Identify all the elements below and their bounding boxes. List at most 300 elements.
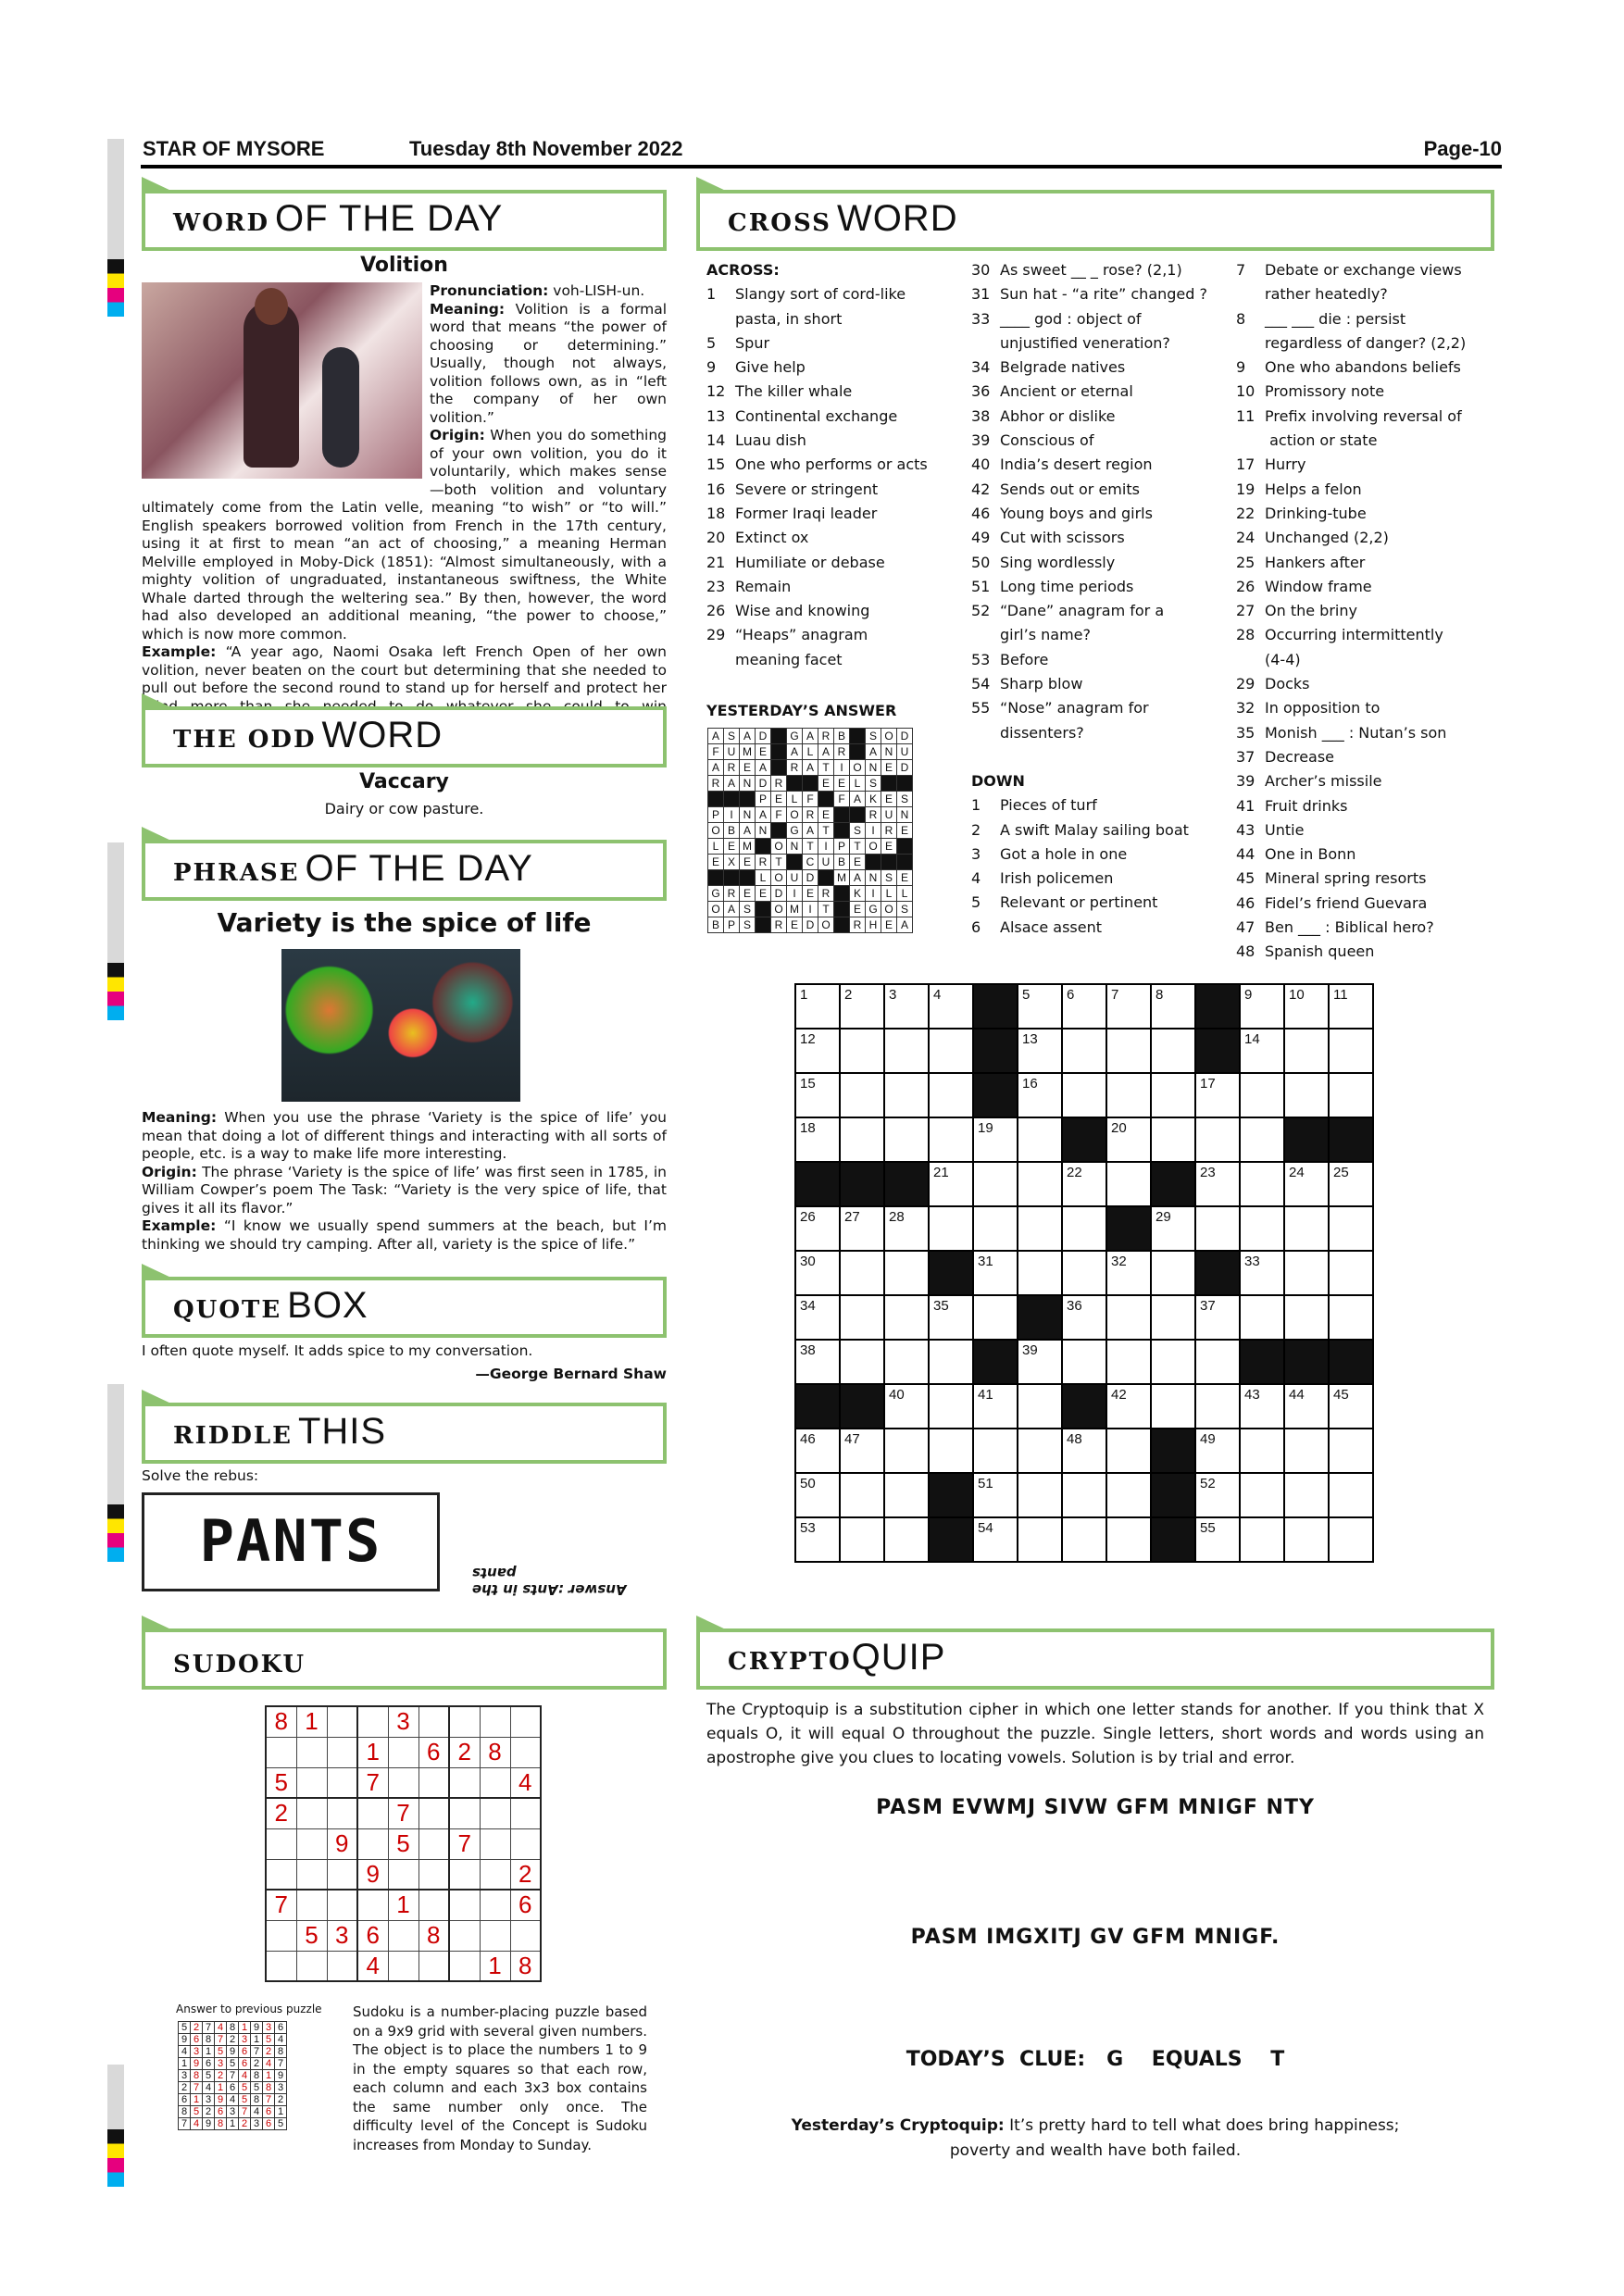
sudoku-cell[interactable]: 5 [296,1920,327,1951]
crossword-cell[interactable]: 37 [1195,1295,1240,1340]
crossword-cell[interactable]: 40 [884,1384,929,1429]
crossword-cell[interactable]: 34 [795,1295,840,1340]
crossword-cell[interactable] [1018,1251,1062,1295]
crossword-cell[interactable] [929,1029,973,1073]
cryptoquip-clue: TODAY’S CLUE: G EQUALS T [906,2048,1285,2071]
crossword-cell[interactable] [884,1117,929,1162]
crossword-cell[interactable]: 38 [795,1340,840,1384]
crossword-cell[interactable] [1062,1029,1106,1073]
sudoku-cell[interactable]: 4 [357,1951,388,1981]
sudoku-cell[interactable] [266,1737,296,1767]
clue-item: 2 A swift Malay sailing boat [971,820,1189,839]
answer-cell: T [850,839,866,855]
crossword-cell[interactable] [1195,1206,1240,1251]
sudoku-cell[interactable] [418,1706,449,1737]
sudoku-cell[interactable] [296,1767,327,1798]
crossword-cell[interactable] [1240,1117,1284,1162]
crossword-cell[interactable] [1018,1517,1062,1562]
sudoku-cell[interactable]: 5 [388,1828,418,1859]
crossword-cell[interactable]: 49 [1195,1429,1240,1473]
sudoku-cell[interactable]: 1 [388,1890,418,1920]
clue-item: 19 Helps a felon [1236,480,1362,498]
clue-item: 39 Archer’s missile [1236,772,1382,791]
crossword-cell[interactable] [1106,1073,1151,1117]
crossword-cell[interactable]: 33 [1240,1251,1284,1295]
answer-cell: 4 [191,2118,203,2130]
crossword-cell[interactable]: 6 [1062,984,1106,1029]
sudoku-cell[interactable]: 1 [357,1737,388,1767]
sudoku-cell[interactable] [388,1859,418,1890]
crossword-cell[interactable]: 24 [1284,1162,1329,1206]
answer-cell: E [740,886,756,902]
crossword-cell[interactable] [1151,1251,1195,1295]
crossword-cell[interactable]: 10 [1284,984,1329,1029]
crossword-cell [973,1340,1018,1384]
crossword-cell[interactable]: 12 [795,1029,840,1073]
crossword-cell[interactable] [1195,1340,1240,1384]
crossword-cell[interactable] [1240,1429,1284,1473]
sudoku-cell[interactable] [327,1798,357,1828]
sudoku-cell[interactable] [357,1890,388,1920]
odd-word: Vaccary [359,770,449,793]
answer-cell: 7 [191,2082,203,2094]
answer-cell: X [724,855,740,870]
crossword-cell[interactable] [1329,1295,1373,1340]
crossword-cell[interactable] [1329,1251,1373,1295]
sudoku-cell[interactable] [388,1767,418,1798]
crossword-cell[interactable] [1284,1295,1329,1340]
crossword-cell[interactable] [1284,1073,1329,1117]
sudoku-cell[interactable] [296,1890,327,1920]
crossword-cell[interactable]: 19 [973,1117,1018,1162]
crossword-cell[interactable]: 30 [795,1251,840,1295]
sudoku-cell[interactable] [449,1859,480,1890]
clue-item: 31 Sun hat - “a rite” changed ? [971,285,1207,304]
sudoku-cell[interactable]: 5 [266,1767,296,1798]
crossword-cell[interactable]: 45 [1329,1384,1373,1429]
crossword-cell[interactable] [1329,1473,1373,1517]
sudoku-cell[interactable]: 1 [296,1706,327,1737]
crossword-cell[interactable] [973,1295,1018,1340]
answer-cell: 9 [203,2118,215,2130]
crossword-cell[interactable] [884,1295,929,1340]
crossword-cell[interactable] [1240,1162,1284,1206]
crossword-cell[interactable]: 11 [1329,984,1373,1029]
crossword-cell[interactable]: 32 [1106,1251,1151,1295]
sudoku-cell[interactable] [449,1767,480,1798]
crossword-cell[interactable]: 52 [1195,1473,1240,1517]
crossword-cell[interactable]: 4 [929,984,973,1029]
answer-cell: 2 [215,2070,227,2082]
answer-cell: T [818,760,834,776]
sudoku-cell[interactable] [296,1737,327,1767]
sudoku-cell[interactable] [510,1828,541,1859]
crossword-cell[interactable]: 29 [1151,1206,1195,1251]
crossword-cell[interactable] [929,1384,973,1429]
answer-cell: D [756,776,771,792]
clue-item: 5 Spur [706,333,770,352]
sudoku-cell[interactable] [480,1890,510,1920]
sudoku-cell[interactable] [449,1798,480,1828]
crossword-cell[interactable]: 5 [1018,984,1062,1029]
sudoku-cell[interactable]: 6 [418,1737,449,1767]
crossword-cell[interactable]: 41 [973,1384,1018,1429]
crossword-cell[interactable] [1106,1295,1151,1340]
crossword-cell[interactable] [1284,1206,1329,1251]
crossword-cell[interactable] [1151,1117,1195,1162]
word-of-day-body: Pronunciation: voh-LISH-un. Meaning: Volition is a formal word that means “the power of choosing or determining.” Usually, though not always, volition follows own, as in “left the company of her own volition.” Origin: When you do something of your own volition, you do it voluntarily, which makes sense—both volition and voluntary ultimately come from the Latin velle, meaning “to wish” or “to will.” English speakers borrowed volition from French in the 17th century, using it at first to mean “an act of choosing,” a meaning Herman Melville employed in Moby-Dick (1851): “Almost simultaneously, with a mighty volition of ungraduated, instantaneous swiftness, the White Whale darted through the weltering sea.” By then, however, the word had also developed an additional meaning, “the power to choose,” which is now more common. Example: “A year ago, Naomi Osaka left French Open of her own volition, never beaten on the court but determining that she needed to pull out before the second round to stand up for herself and protect her [142,282,667,696]
answer-cell: B [708,917,724,933]
crossword-cell[interactable] [1329,1029,1373,1073]
crossword-cell[interactable]: 36 [1062,1295,1106,1340]
answer-cell: E [803,886,818,902]
crossword-cell[interactable] [1151,1029,1195,1073]
crossword-cell[interactable]: 25 [1329,1162,1373,1206]
crossword-cell[interactable]: 55 [1195,1517,1240,1562]
sudoku-cell[interactable] [296,1798,327,1828]
sudoku-cell[interactable] [327,1859,357,1890]
answer-cell: 4 [227,2094,239,2106]
sudoku-cell[interactable] [480,1920,510,1951]
sudoku-cell[interactable] [357,1798,388,1828]
crossword-cell[interactable]: 43 [1240,1384,1284,1429]
color-register-mark [107,1504,124,1562]
sudoku-cell[interactable]: 9 [357,1859,388,1890]
sudoku-cell[interactable] [296,1859,327,1890]
answer-cell: A [897,917,913,933]
sudoku-cell[interactable]: 2 [449,1737,480,1767]
crossword-cell[interactable] [1018,1162,1062,1206]
sudoku-cell[interactable] [480,1828,510,1859]
answer-cell: L [881,886,897,902]
crossword-cell [1284,1340,1329,1384]
clue-item: 6 Alsace assent [971,917,1102,936]
crossword-cell[interactable] [1062,1073,1106,1117]
crossword-cell[interactable] [1151,1340,1195,1384]
crossword-cell[interactable] [1151,1073,1195,1117]
answer-cell: A [724,902,740,917]
answer-cell: M [740,839,756,855]
sudoku-cell[interactable]: 2 [266,1798,296,1828]
crossword-cell[interactable] [929,1206,973,1251]
sudoku-cell[interactable] [357,1706,388,1737]
crossword-cell[interactable] [1106,1473,1151,1517]
sudoku-cell[interactable] [327,1706,357,1737]
crossword-cell[interactable]: 22 [1062,1162,1106,1206]
word-of-day-title-box: WORD OF THE DAY [142,190,667,251]
crossword-cell[interactable] [1195,1117,1240,1162]
answer-cell: O [850,760,866,776]
crossword-cell[interactable]: 15 [795,1073,840,1117]
crossword-grid[interactable] [794,983,1374,1563]
sudoku-cell[interactable] [449,1890,480,1920]
answer-cell: B [834,855,850,870]
answer-cell: I [818,839,834,855]
answer-cell: E [881,760,897,776]
answer-cell: L [897,886,913,902]
sudoku-cell[interactable] [480,1798,510,1828]
word-of-day: Volition [360,254,448,277]
clue-item: 36 Ancient or eternal [971,382,1133,401]
sudoku-cell[interactable] [266,1859,296,1890]
crossword-cell[interactable] [1329,1429,1373,1473]
sudoku-grid[interactable] [265,1705,542,1982]
answer-cell: R [708,776,724,792]
sudoku-cell[interactable] [266,1828,296,1859]
answer-cell: 3 [227,2106,239,2118]
sudoku-cell[interactable]: 8 [480,1737,510,1767]
sudoku-cell[interactable] [388,1920,418,1951]
rebus-box: PANTS [142,1492,440,1591]
sudoku-cell[interactable]: 8 [266,1706,296,1737]
answer-cell: I [724,807,740,823]
margin-strip [107,842,124,963]
crossword-cell[interactable]: 44 [1284,1384,1329,1429]
sudoku-cell[interactable] [510,1706,541,1737]
crossword-cell[interactable] [1284,1517,1329,1562]
answer-cell: D [897,729,913,744]
crossword-cell [1195,984,1240,1029]
sudoku-cell[interactable]: 8 [418,1920,449,1951]
crossword-cell[interactable] [1106,1029,1151,1073]
clue-item: 54 Sharp blow [971,675,1083,693]
sudoku-cell[interactable]: 7 [388,1798,418,1828]
sudoku-cell[interactable] [418,1798,449,1828]
crossword-cell [1106,1206,1151,1251]
clue-item: 1 Slangy sort of cord-like [706,285,906,304]
crossword-cell[interactable] [929,1429,973,1473]
answer-cell: R [724,886,740,902]
sudoku-cell[interactable] [357,1828,388,1859]
answer-cell: L [850,776,866,792]
crossword-cell[interactable] [1062,1340,1106,1384]
sudoku-cell[interactable] [480,1767,510,1798]
answer-cell: O [787,807,803,823]
crossword-cell[interactable]: 35 [929,1295,973,1340]
crossword-cell[interactable] [1018,1473,1062,1517]
crossword-cell[interactable] [840,1073,884,1117]
crossword-cell[interactable] [1018,1117,1062,1162]
sudoku-cell[interactable] [418,1767,449,1798]
crossword-cell[interactable] [1284,1473,1329,1517]
answer-cell [897,855,913,870]
sudoku-cell[interactable] [296,1828,327,1859]
crossword-cell[interactable] [1329,1206,1373,1251]
sudoku-cell[interactable] [327,1951,357,1981]
clue-item: 26 Wise and knowing [706,602,870,620]
crossword-cell[interactable] [1018,1429,1062,1473]
crossword-cell[interactable] [1151,1384,1195,1429]
sudoku-cell[interactable]: 7 [266,1890,296,1920]
sudoku-cell[interactable]: 4 [510,1767,541,1798]
crossword-cell[interactable] [1062,1251,1106,1295]
sudoku-cell[interactable] [418,1951,449,1981]
answer-cell [818,792,834,807]
answer-cell: 6 [215,2106,227,2118]
crossword-cell[interactable]: 20 [1106,1117,1151,1162]
sudoku-cell[interactable] [480,1706,510,1737]
sudoku-cell[interactable] [480,1859,510,1890]
crossword-cell[interactable]: 48 [1062,1429,1106,1473]
phrase-of-day: Variety is the spice of life [217,907,592,938]
clue-item: (4-4) [1265,650,1301,668]
crossword-cell[interactable]: 13 [1018,1029,1062,1073]
crossword-cell[interactable] [1329,1073,1373,1117]
crossword-cell[interactable]: 7 [1106,984,1151,1029]
sudoku-cell[interactable] [388,1951,418,1981]
crossword-cell[interactable]: 16 [1018,1073,1062,1117]
answer-cell [897,839,913,855]
clue-item: 20 Extinct ox [706,529,809,547]
crossword-cell[interactable]: 27 [840,1206,884,1251]
crossword-cell [1151,1162,1195,1206]
crossword-cell[interactable] [1240,1295,1284,1340]
sudoku-cell[interactable]: 6 [510,1890,541,1920]
sudoku-cell[interactable] [266,1951,296,1981]
crossword-cell[interactable]: 46 [795,1429,840,1473]
sudoku-cell[interactable] [266,1920,296,1951]
crossword-cell[interactable] [1240,1206,1284,1251]
answer-cell: 7 [227,2070,239,2082]
answer-cell: 4 [179,2046,191,2058]
sudoku-cell[interactable] [510,1798,541,1828]
sudoku-cell[interactable] [510,1920,541,1951]
riddle-prompt: Solve the rebus: [142,1467,259,1484]
crossword-cell[interactable]: 1 [795,984,840,1029]
sudoku-cell[interactable] [296,1951,327,1981]
sudoku-cell[interactable] [418,1828,449,1859]
crossword-cell[interactable] [840,1251,884,1295]
crossword-cell[interactable] [884,1251,929,1295]
odd-word-meaning: Dairy or cow pasture. [324,800,484,817]
crossword-cell[interactable] [884,1029,929,1073]
sudoku-cell[interactable]: 3 [327,1920,357,1951]
crossword-cell[interactable] [1106,1429,1151,1473]
crossword-cell[interactable]: 53 [795,1517,840,1562]
crossword-cell[interactable] [929,1073,973,1117]
sudoku-cell[interactable]: 6 [357,1920,388,1951]
crossword-cell[interactable] [840,1340,884,1384]
crossword-cell[interactable] [973,1162,1018,1206]
crossword-cell[interactable] [1106,1517,1151,1562]
crossword-cell[interactable]: 23 [1195,1162,1240,1206]
crossword-cell[interactable] [1195,1384,1240,1429]
sudoku-cell[interactable] [449,1706,480,1737]
sudoku-cell[interactable]: 9 [327,1828,357,1859]
crossword-cell[interactable]: 31 [973,1251,1018,1295]
crossword-cell[interactable] [1018,1206,1062,1251]
clue-item: 43 Untie [1236,820,1305,839]
sudoku-cell[interactable]: 2 [510,1859,541,1890]
crossword-cell[interactable] [1240,1073,1284,1117]
crossword-cell[interactable] [884,1429,929,1473]
sudoku-cell[interactable] [327,1890,357,1920]
answer-cell [756,839,771,855]
answer-cell: 3 [215,2058,227,2070]
answer-cell: R [866,807,881,823]
sudoku-cell[interactable] [327,1767,357,1798]
crossword-cell[interactable] [929,1117,973,1162]
crossword-cell[interactable]: 54 [973,1517,1018,1562]
sudoku-cell[interactable] [327,1737,357,1767]
crossword-cell[interactable] [1018,1384,1062,1429]
crossword-cell[interactable] [1151,1295,1195,1340]
crossword-cell[interactable]: 39 [1018,1340,1062,1384]
crossword-cell[interactable] [1106,1340,1151,1384]
crossword-cell[interactable]: 28 [884,1206,929,1251]
crossword-cell[interactable] [1284,1029,1329,1073]
answer-cell: 3 [251,2118,263,2130]
crossword-cell[interactable] [1062,1473,1106,1517]
answer-cell: C [803,855,818,870]
crossword-cell[interactable] [884,1073,929,1117]
crossword-cell[interactable] [1240,1517,1284,1562]
crossword-cell[interactable] [973,1429,1018,1473]
crossword-cell[interactable] [840,1517,884,1562]
crossword-cell[interactable]: 2 [840,984,884,1029]
crossword-cell[interactable] [929,1340,973,1384]
crossword-cell[interactable]: 51 [973,1473,1018,1517]
sudoku-cell[interactable]: 7 [449,1828,480,1859]
crossword-cell[interactable]: 8 [1151,984,1195,1029]
crossword-cell[interactable]: 14 [1240,1029,1284,1073]
answer-cell: 1 [275,2106,287,2118]
sudoku-cell[interactable] [449,1920,480,1951]
crossword-cell [1151,1473,1195,1517]
crossword-cell[interactable] [1106,1162,1151,1206]
answer-cell: N [740,807,756,823]
clue-item: 13 Continental exchange [706,406,898,425]
crossword-cell[interactable]: 47 [840,1429,884,1473]
answer-cell: 6 [263,2106,275,2118]
crossword-cell[interactable] [1329,1517,1373,1562]
sudoku-cell[interactable]: 3 [388,1706,418,1737]
crossword-cell[interactable]: 21 [929,1162,973,1206]
crossword-cell [795,1384,840,1429]
crossword-cell[interactable]: 17 [1195,1073,1240,1117]
clue-item: 51 Long time periods [971,577,1134,595]
crossword-cell[interactable]: 42 [1106,1384,1151,1429]
crossword-cell[interactable] [840,1117,884,1162]
crossword-cell[interactable] [1284,1429,1329,1473]
sudoku-cell[interactable]: 1 [480,1951,510,1981]
crossword-cell[interactable] [840,1295,884,1340]
crossword-cell[interactable] [1240,1473,1284,1517]
crossword-cell[interactable] [884,1517,929,1562]
crossword-cell[interactable] [1062,1517,1106,1562]
crossword-cell[interactable]: 18 [795,1117,840,1162]
crossword-cell[interactable] [884,1473,929,1517]
sudoku-cell[interactable]: 8 [510,1951,541,1981]
crossword-cell[interactable] [840,1029,884,1073]
crossword-cell[interactable] [1284,1251,1329,1295]
crossword-cell[interactable]: 50 [795,1473,840,1517]
sudoku-cell[interactable] [510,1737,541,1767]
sudoku-cell[interactable] [418,1859,449,1890]
sudoku-cell[interactable] [388,1737,418,1767]
crossword-cell[interactable]: 9 [1240,984,1284,1029]
sudoku-cell[interactable]: 7 [357,1767,388,1798]
crossword-cell[interactable] [884,1340,929,1384]
crossword-cell[interactable]: 26 [795,1206,840,1251]
answer-cell: I [787,886,803,902]
sudoku-cell[interactable] [449,1951,480,1981]
sudoku-cell[interactable] [418,1890,449,1920]
crossword-cell[interactable] [973,1206,1018,1251]
crossword-cell[interactable] [1062,1206,1106,1251]
crossword-cell[interactable]: 3 [884,984,929,1029]
crossword-cell[interactable] [840,1473,884,1517]
